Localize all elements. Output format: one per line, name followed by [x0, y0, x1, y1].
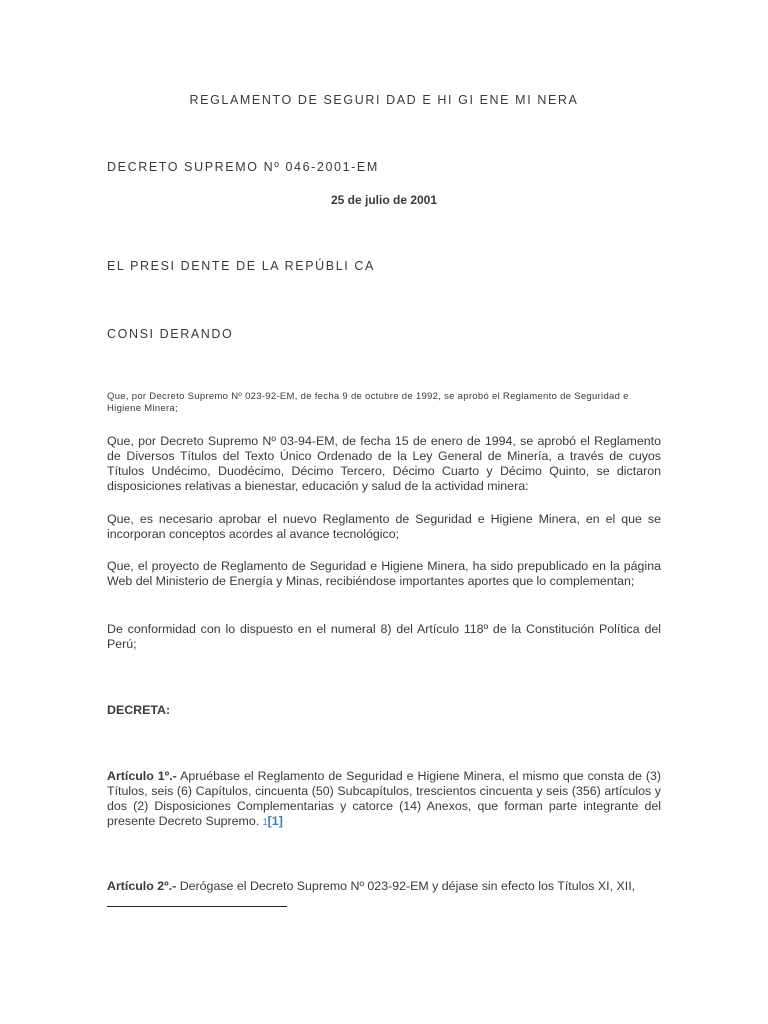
article-2-label: Artículo 2º.- — [107, 879, 177, 893]
decree-number: DECRETO SUPREMO Nº 046-2001-EM — [107, 160, 379, 174]
considerando-heading: CONSI DERANDO — [107, 327, 234, 341]
article-1-text: Apruébase el Reglamento de Seguridad e Higiene Minera, el mismo que consta de (3) Títulos, seis (6) Capítulos, cincuenta (50) Subcapítulos, trescientos cincuenta y seis (356) artículos y dos (2) Disposiciones Complementarias y catorce (14) Anexos, que forman parte integrante del presente Decreto Supremo. — [107, 769, 661, 828]
footnote-divider — [107, 906, 287, 907]
considering-paragraph-2: Que, es necesario aprobar el nuevo Reglamento de Seguridad e Higiene Minera, en el que se incorporan conceptos acordes al avance tecnológico; — [107, 512, 661, 541]
article-1 — [107, 769, 661, 830]
footnote-link[interactable]: [1] — [267, 814, 283, 828]
considering-paragraph-1: Que, por Decreto Supremo Nº 03-94-EM, de fecha 15 de enero de 1994, se aprobó el Reglamento de Diversos Títulos del Texto Único Ordenado de la Ley General de Minería, a través de cuyos Títulos Undécimo, Duodécimo, Décimo Tercero, Décimo Cuarto y Décimo Quinto, se dictaron disposiciones relativas a bienestar, educación y salud de la actividad minera: — [107, 434, 661, 493]
decree-date: 25 de julio de 2001 — [330, 193, 438, 207]
footnote-marker[interactable]: 1 — [262, 817, 268, 827]
article-2-text: Derógase el Decreto Supremo Nº 023-92-EM y déjase sin efecto los Títulos XI, XII, — [176, 879, 636, 893]
president-heading: EL PRESI DENTE DE LA REPÚBLI CA — [107, 259, 375, 273]
considering-paragraph-3: Que, el proyecto de Reglamento de Seguridad e Higiene Minera, ha sido prepublicado en la página Web del Ministerio de Energía y Minas, recibiéndose importantes aportes que lo complementan; — [107, 559, 661, 588]
article-2 — [107, 879, 661, 894]
decreta-heading: DECRETA: — [107, 703, 171, 717]
considering-paragraph-4: De conformidad con lo dispuesto en el numeral 8) del Artículo 118º de la Constitución Política del Perú; — [107, 622, 661, 651]
considering-paragraph-small: Que, por Decreto Supremo Nº 023-92-EM, de fecha 9 de octubre de 1992, se aprobó el Reglamento de Seguridad e Higiene Minera; — [107, 391, 629, 414]
document-title: REGLAMENTO DE SEGURI DAD E HI GI ENE MI NERA — [189, 93, 579, 107]
article-1-label: Artículo 1º.- — [107, 769, 177, 783]
